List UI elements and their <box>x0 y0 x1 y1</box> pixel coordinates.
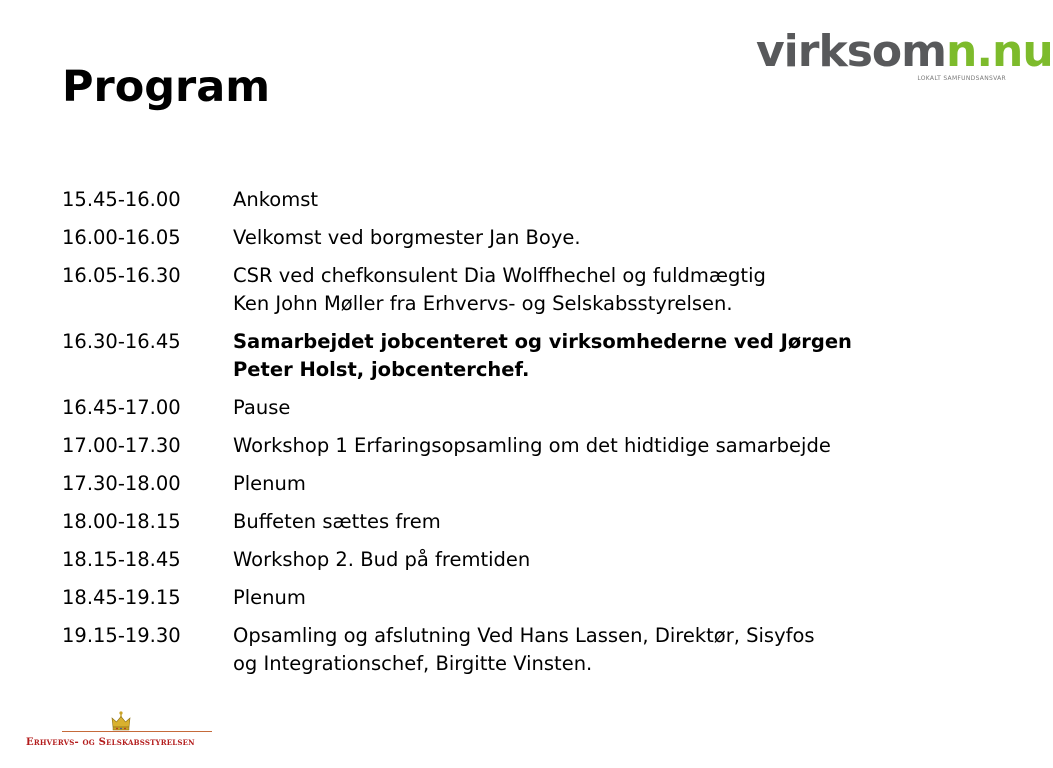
program-description-line: Buffeten sættes frem <box>233 510 441 533</box>
program-time: 16.30-16.45 <box>62 330 181 353</box>
program-description-line: Ankomst <box>233 188 319 211</box>
program-row <box>62 394 982 422</box>
logo-wordmark: virksomn.nu <box>756 26 1053 77</box>
program-description-line: Plenum <box>233 586 306 609</box>
program-row <box>62 224 982 252</box>
program-row <box>62 546 982 574</box>
program-description-line: Peter Holst, jobcenterchef. <box>233 358 530 381</box>
program-row <box>62 470 982 498</box>
program-list <box>62 186 982 688</box>
program-time: 15.45-16.00 <box>62 188 181 211</box>
program-description-line: Workshop 1 Erfaringsopsamling om det hidtidige samarbejde <box>233 434 831 457</box>
program-time: 19.15-19.30 <box>62 624 181 647</box>
program-description-line: Plenum <box>233 472 306 495</box>
program-description-line: og Integrationschef, Birgitte Vinsten. <box>233 652 593 675</box>
slide-title: Program <box>62 62 271 112</box>
program-description <box>233 584 982 612</box>
program-time: 18.00-18.15 <box>62 510 181 533</box>
program-time: 16.05-16.30 <box>62 264 181 287</box>
program-time: 17.30-18.00 <box>62 472 181 495</box>
program-description-line: Velkomst ved borgmester Jan Boye. <box>233 226 581 249</box>
program-time: 18.15-18.45 <box>62 548 181 571</box>
program-time: 16.45-17.00 <box>62 396 181 419</box>
program-description <box>233 470 982 498</box>
program-description <box>233 394 982 422</box>
program-row <box>62 508 982 536</box>
program-description-line: CSR ved chefkonsulent Dia Wolffhechel og fuldmægtig <box>233 264 766 287</box>
footer-org-name: Erhvervs- og Selskabsstyrelsen <box>26 737 195 748</box>
virksom-nu-logo <box>756 26 1053 90</box>
program-row <box>62 262 982 318</box>
erhvervs-og-selskabsstyrelsen-logo <box>20 710 220 756</box>
program-time: 16.00-16.05 <box>62 226 181 249</box>
program-time: 17.00-17.30 <box>62 434 181 457</box>
program-description-line: Opsamling og afslutning Ved Hans Lassen, Direktør, Sisyfos <box>233 624 815 647</box>
program-description <box>233 186 982 214</box>
program-description-line: Pause <box>233 396 291 419</box>
program-description-line: Ken John Møller fra Erhvervs- og Selskabsstyrelsen. <box>233 292 733 315</box>
logo-tagline: LOKALT SAMFUNDSANSVAR <box>917 75 1006 82</box>
program-description <box>233 622 982 678</box>
program-description-line: Workshop 2. Bud på fremtiden <box>233 548 531 571</box>
program-row <box>62 186 982 214</box>
program-description <box>233 546 982 574</box>
program-row <box>62 584 982 612</box>
program-description-line: Samarbejdet jobcenteret og virksomhederne ved Jørgen <box>233 330 852 353</box>
program-row <box>62 432 982 460</box>
program-description <box>233 262 982 318</box>
program-time: 18.45-19.15 <box>62 586 181 609</box>
footer-rule <box>62 731 212 732</box>
program-row <box>62 328 982 384</box>
program-description <box>233 224 982 252</box>
program-row <box>62 622 982 678</box>
program-description <box>233 328 982 384</box>
program-description <box>233 432 982 460</box>
program-description <box>233 508 982 536</box>
